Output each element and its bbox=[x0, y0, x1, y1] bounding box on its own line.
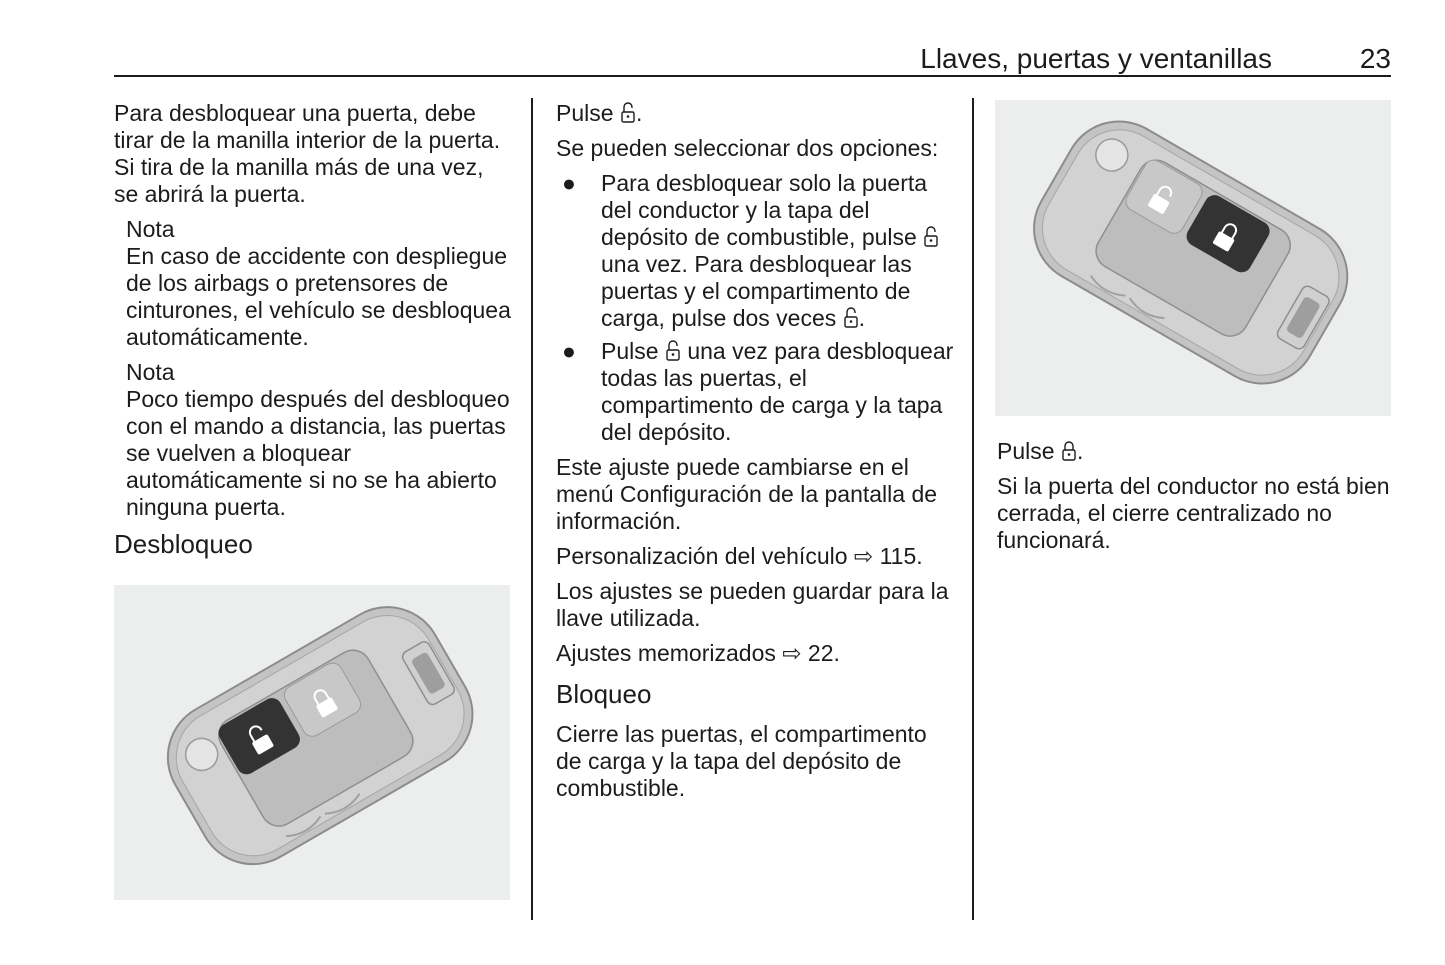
lock-heading: Bloqueo bbox=[556, 679, 652, 709]
reference-arrow-icon: ⇨ bbox=[853, 543, 874, 569]
column-1 bbox=[114, 100, 514, 559]
key-fob-unlock-figure bbox=[114, 585, 510, 900]
warning-paragraph: Si la puerta del conductor no está bien cerrada, el cierre centralizado no funcionará. bbox=[997, 473, 1390, 553]
pulse-label: Pulse bbox=[556, 100, 614, 126]
note-1-title: Nota bbox=[126, 216, 175, 242]
bullet: ● bbox=[562, 170, 576, 196]
unlock-icon bbox=[621, 102, 635, 124]
bullet: ● bbox=[562, 338, 576, 364]
note-1 bbox=[114, 216, 514, 351]
column-divider-1 bbox=[531, 98, 533, 920]
option-1-text-a: Para desbloquear solo la puerta del conductor y la tapa del depósito de combustible, pulse bbox=[601, 170, 928, 250]
unlock-icon bbox=[666, 340, 680, 362]
options-intro: Se pueden seleccionar dos opciones: bbox=[556, 135, 939, 161]
reference-text: Ajustes memorizados bbox=[556, 640, 776, 666]
lock-icon bbox=[1062, 440, 1076, 462]
note-1-text: En caso de accidente con despliegue de los airbags o pretensores de cinturones, el vehículo se desbloquea automáticamente. bbox=[126, 243, 511, 350]
option-2-lead: Pulse bbox=[601, 338, 659, 364]
option-2-text: una vez para desbloquear todas las puertas, el compartimento de carga y la tapa del depósito. bbox=[601, 338, 954, 445]
intro-paragraph: Para desbloquear una puerta, debe tirar de la manilla interior de la puerta. Si tira de la manilla más de una vez, se abrirá la puerta. bbox=[114, 100, 501, 207]
note-2 bbox=[114, 359, 514, 521]
lock-paragraph: Cierre las puertas, el compartimento de carga y la tapa del depósito de combustible. bbox=[556, 721, 927, 801]
column-3 bbox=[997, 438, 1397, 562]
unlock-icon bbox=[924, 226, 938, 248]
reference-text: Personalización del vehículo bbox=[556, 543, 848, 569]
reference-page: 115. bbox=[879, 543, 923, 569]
unlock-heading: Desbloqueo bbox=[114, 529, 253, 559]
unlock-options-list bbox=[556, 170, 956, 446]
option-1-text-b: una vez. Para desbloquear las puertas y el compartimento de carga, pulse dos veces bbox=[601, 251, 912, 331]
cross-reference-1 bbox=[556, 543, 956, 570]
list-item bbox=[556, 338, 956, 446]
reference-arrow-icon: ⇨ bbox=[782, 640, 802, 666]
reference-page: 22. bbox=[807, 640, 840, 666]
note-2-title: Nota bbox=[126, 359, 175, 385]
column-2 bbox=[556, 100, 956, 810]
list-item: ● Para desbloquear solo la puerta del conductor y la tapa del depósito de combustible, pulse una vez. Para desbloquear las puertas y el compartimento de carga, pulse dos veces . bbox=[556, 170, 956, 332]
pulse-unlock-line: Pulse . bbox=[556, 100, 643, 126]
key-fob-lock-figure bbox=[995, 100, 1391, 416]
note-2-text: Poco tiempo después del desbloqueo con el mando a distancia, las puertas se vuelven a bloquear automáticamente si no se ha abierto ninguna puerta. bbox=[126, 386, 510, 520]
section-title: Llaves, puertas y ventanillas bbox=[920, 43, 1272, 74]
unlock-icon bbox=[844, 307, 858, 329]
page-number: 23 bbox=[1359, 43, 1391, 74]
cross-reference-2 bbox=[556, 640, 956, 667]
pulse-label: Pulse bbox=[997, 438, 1055, 464]
header-divider bbox=[114, 75, 1391, 77]
column-divider-2 bbox=[972, 98, 974, 920]
pulse-lock-line: Pulse . bbox=[997, 438, 1084, 464]
setting-paragraph: Este ajuste puede cambiarse en el menú Configuración de la pantalla de información. bbox=[556, 454, 938, 534]
saved-settings-paragraph: Los ajustes se pueden guardar para la llave utilizada. bbox=[556, 578, 949, 631]
